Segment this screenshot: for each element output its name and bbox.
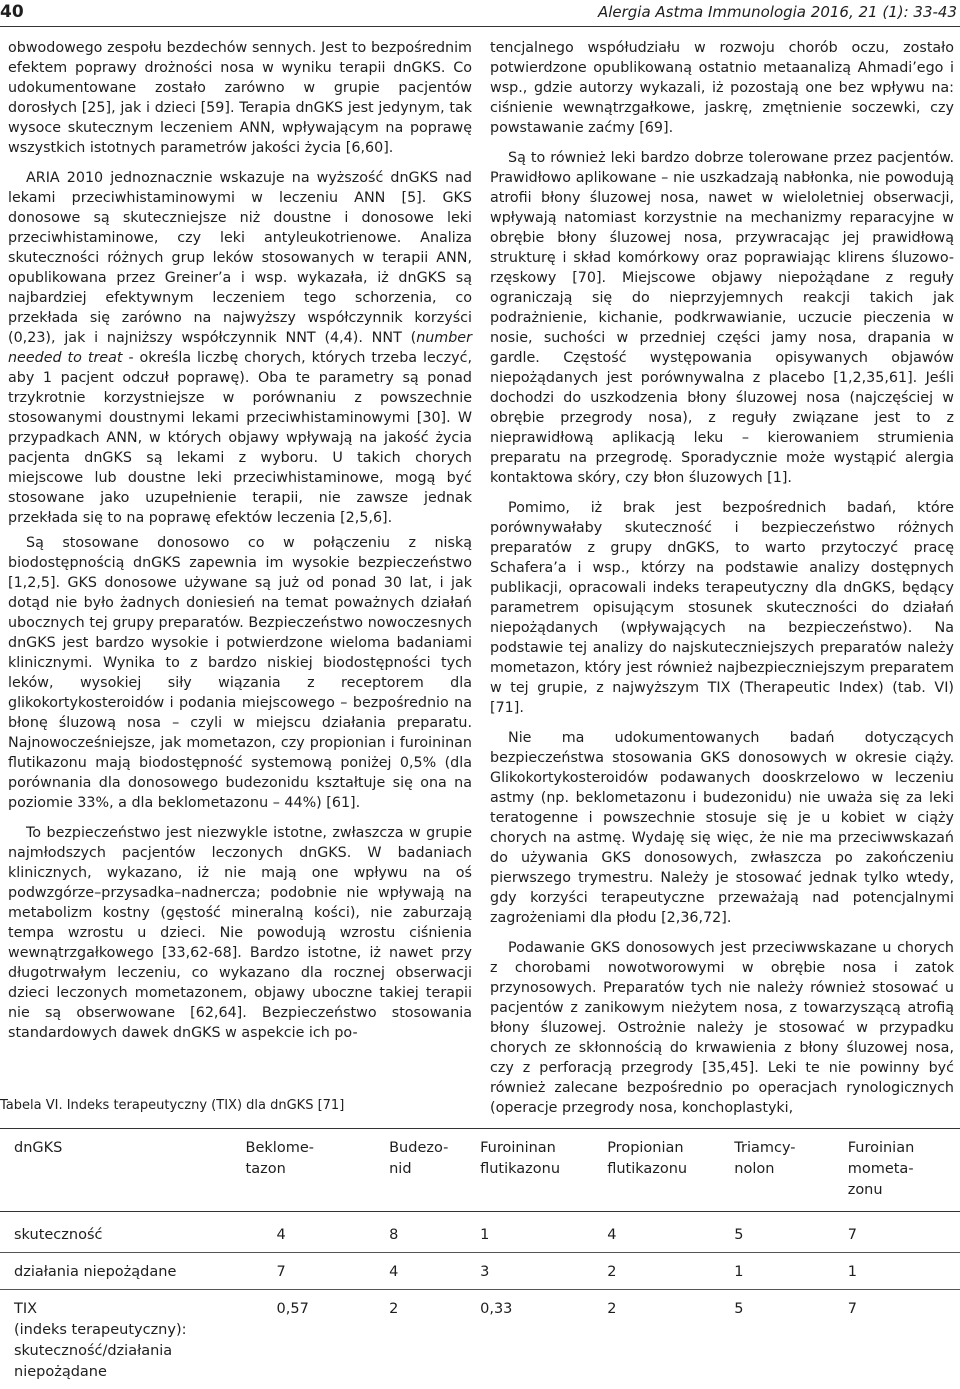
header-text: mometa-: [848, 1161, 914, 1177]
column-header: [734, 1129, 847, 1212]
header-text: flutikazonu: [607, 1161, 687, 1177]
paragraph: Są stosowane donosowo co w połączeniu z niską biodostępnością dnGKS zapewnia im wysokie bezpieczeństwo [1,2,5]. GKS donosowe używane są już od ponad 30 lat, i jak dotąd nie było żadnych doniesień na temat poważnych działań ubocznych tej grupy preparatów. Bezpieczeństwo nowoczesnych dnGKS jest bardzo wysokie i potwierdzone wieloma badaniami klinicznymi. Wynika to z bardzo niskiej biodostępności tych leków, wysokiej siły wiązania z receptorem dla glikokortykosteroidów i podania miejscowego – bezpośrednio na błonę śluzową nosa – czyli w miejscu działania preparatu. Najnowocześniejsze, jak mometazon, czy propionian i furoininan flutikazonu mają biodostępność systemową poniżej 0,5% (dla porównania dla donosowego budezonidu kształtuje się ona na poziomie 33%, a dla beklometazonu – 44%) [61].: [8, 533, 472, 813]
paragraph: ARIA 2010 jednoznacznie wskazuje na wyższość dnGKS nad lekami przeciwhistaminowymi w leczeniu ANN [5]. GKS donosowe są skuteczniejsze niż doustne i donosowe leki przeciwhistaminowe, czy leki antyleukotrienowe. Analiza skuteczności różnych grup leków stosowanych w terapii ANN, opublikowana przez Greiner’a i wsp. wykazała, iż dnGKS są najbardziej efektywnym leczeniem tego schorzenia, co przekłada się zarówno na najwyższy współczynnik korzyści (0,23), jak i najniższy współczynnik NNT (4,4). NNT (number needed to treat - określa liczbę chorych, których trzeba leczyć, aby 1 pacjent odczuł poprawę). Oba te parametry są ponad trzykrotnie korzystniejsze w porównaniu z powszechnie stosowanymi doustnymi lekami przeciwhistaminowymi [30]. W przypadkach ANN, w których objawy wpływają na jakość życia pacjenta dnGKS są lekami z wyboru. U takich chorych miejscowe lub doustne leki przeciwhistaminowe, mogą być stosowane jako uzupełnienie terapii, nie zawsze jednak przekłada się to na poprawę efektów leczenia [2,5,6].: [8, 168, 472, 528]
paragraph: tencjalnego współudziału w rozwoju chorób oczu, zostało potwierdzone opublikowaną ostatnio metaanalizą Ahmadi’ego i wsp., gdzie autorzy wykazali, iż pozostają one bez wpływu na: ciśnienie wewnątrzgałkowe, jaskrę, zmętnienie soczewki, czy powstawanie zaćmy [69].: [490, 38, 954, 138]
row-label: [0, 1212, 232, 1253]
row-label-text: niepożądane: [14, 1364, 107, 1380]
header-text: Furoininan: [480, 1140, 556, 1156]
table-cell: 1: [848, 1253, 960, 1290]
table-cell: 0,33: [480, 1290, 607, 1389]
table-header-row: [0, 1129, 960, 1212]
page-number: 40: [0, 0, 24, 24]
table-cell: 7: [848, 1290, 960, 1389]
paragraph: Nie ma udokumentowanych badań dotyczących bezpieczeństwa stosowania GKS donosowych w okresie ciąży. Glikokortykosteroidów podawanych dooskrzelowo w leczeniu astmy (np. beklometazonu i budezonidu) nie uważa się za leki teratogenne i powszechnie stosuje się je u kobiet w ciąży chorych na astmę. Wydaję się więc, że nie ma przeciwwskazań do używania GKS donosowych, zwłaszcza po zakończeniu pierwszego trymestru. Należy je stosować jednak tylko wtedy, gdy korzyści terapeutyczne przeważają nad potencjalnymi zagrożeniami dla płodu [2,36,72].: [490, 728, 954, 928]
paragraph: To bezpieczeństwo jest niezwykle istotne, zwłaszcza w grupie najmłodszych pacjentów leczonych dnGKS. W badaniach klinicznych, wykazano, iż nie mają one wpływu na oś podwzgórze–przysadka–nadnercza; podobnie nie wpływają na metabolizm kostny (gęstość mineralną kości), nie zaburzają tempa wzrostu u dzieci. Nie powodują wzrostu ciśnienia wewnątrzgałkowego [33,62-68]. Bardzo istotne, iż nawet przy długotrwałym leczeniu, co wykazano dla rocznej obserwacji dzieci leczonych mometazonem, objawy uboczne takiej terapii nie są obserwowane [62,64]. Bezpieczeństwo stosowania standardowych dawek dnGKS w aspekcie ich po-: [8, 823, 472, 1043]
header-text: Triamcy-: [734, 1140, 795, 1156]
table-cell: 2: [607, 1253, 734, 1290]
row-label-text: (indeks terapeutyczny):: [14, 1322, 187, 1338]
table-cell: 4: [232, 1212, 390, 1253]
header-text: dnGKS: [14, 1140, 62, 1156]
header-text: Furoinian: [848, 1140, 915, 1156]
table-row: [0, 1290, 960, 1389]
header-text: zonu: [848, 1182, 883, 1198]
table-cell: 7: [848, 1212, 960, 1253]
page-header: [0, 0, 960, 27]
column-header: [607, 1129, 734, 1212]
left-column: [8, 38, 472, 1053]
row-label-text: skuteczność/działania: [14, 1343, 172, 1359]
journal-running-title: Alergia Astma Immunologia 2016, 21 (1): 33-43: [598, 0, 957, 24]
table-cell: 2: [607, 1290, 734, 1389]
right-column: [490, 38, 954, 1128]
header-text: Beklome-: [246, 1140, 314, 1156]
table-cell: 5: [734, 1212, 847, 1253]
column-header: [848, 1129, 960, 1212]
row-label-text: TIX: [14, 1301, 37, 1317]
table-cell: 3: [480, 1253, 607, 1290]
paragraph: Pomimo, iż brak jest bezpośrednich badań, które porównywałaby skuteczność i bezpieczeństwo różnych preparatów z grupy dnGKS, to warto przytoczyć pracę Schafera’a i wsp., którzy na podstawie analizy dostępnych publikacji, opracowali indeks terapeutyczny dla dnGKS, będący parametrem opisującym stosunek skuteczności do działań niepożądanych (wpływających na bezpieczeństwo). Na podstawie tej analizy do najskuteczniejszych preparatów należy mometazon, który jest również najbezpieczniejszym preparatem w tej grupie, z najwyższym TIX (Therapeutic Index) (tab. VI) [71].: [490, 498, 954, 718]
table-cell: 4: [389, 1253, 480, 1290]
column-header: [0, 1129, 232, 1212]
table-cell: 0,57: [232, 1290, 390, 1389]
table-cell: 7: [232, 1253, 390, 1290]
column-header: [389, 1129, 480, 1212]
header-text: Budezo-: [389, 1140, 448, 1156]
column-header: [480, 1129, 607, 1212]
table-cell: 1: [480, 1212, 607, 1253]
column-header: [232, 1129, 390, 1212]
header-text: Propionian: [607, 1140, 683, 1156]
table-cell: 1: [734, 1253, 847, 1290]
table-caption: Tabela VI. Indeks terapeutyczny (TIX) dla dnGKS [71]: [0, 1097, 344, 1115]
table-cell: 5: [734, 1290, 847, 1389]
paragraph: Podawanie GKS donosowych jest przeciwwskazane u chorych z chorobami nowotworowymi w obrębie nosa i zatok przynosowych. Preparatów tych nie należy również stosować u pacjentów z zanikowym nieżytem nosa, z towarzyszącą atrofią błony śluzowej. Ostrożnie należy je stosować w przypadku chorych ze skłonnością do krwawienia z błony śluzowej nosa, czy z perforacją przegrody [35,45]. Leki te nie powinny być również zalecane bezpośrednio po operacjach rynologicznych (operacje przegrody nosa, konchoplastyki,: [490, 938, 954, 1118]
paragraph: obwodowego zespołu bezdechów sennych. Jest to bezpośrednim efektem poprawy drożności nosa w wyniku terapii dnGKS. Co udokumentowane zostało zarówno w grupie pacjentów dorosłych [25], jak i dzieci [59]. Terapia dnGKS jest jedynym, tak wysoce skutecznym leczeniem ANN, wpływającym na poprawę wszystkich istotnych parametrów jakości życia [6,60].: [8, 38, 472, 158]
italic-term: number needed to treat: [8, 330, 472, 366]
therapeutic-index-table: [0, 1128, 960, 1389]
header-text: nolon: [734, 1161, 774, 1177]
header-text: nid: [389, 1161, 411, 1177]
table-cell: 4: [607, 1212, 734, 1253]
header-text: tazon: [246, 1161, 286, 1177]
row-label: [0, 1253, 232, 1290]
row-label: [0, 1290, 232, 1389]
row-label-text: działania niepożądane: [14, 1264, 176, 1280]
table-cell: 8: [389, 1212, 480, 1253]
row-label-text: skuteczność: [14, 1227, 102, 1243]
table-cell: 2: [389, 1290, 480, 1389]
table-row: [0, 1253, 960, 1290]
paragraph: Są to również leki bardzo dobrze tolerowane przez pacjentów. Prawidłowo aplikowane – nie uszkadzają nabłonka, nie powodują atrofii błony śluzowej nosa, nawet w wieloletniej obserwacji, wpływają natomiast korzystnie na mechanizmy reparacyjne w obrębie błony śluzowej nosa, przywracając jej prawidłową strukturę i skład komórkowy oraz poprawiając klirens śluzowo-rzęskowy [70]. Miejscowe objawy niepożądane z reguły ograniczają się do nieprzyjemnych reakcji takich jak podrażnienie, kichanie, podkrwawianie, uczucie pieczenia w nosie, suchości w przedniej części jamy nosa, drapania w gardle. Częstość występowania opisywanych objawów niepożądanych jest porównywalna z placebo [1,2,35,61]. Jeśli dochodzi do uszkodzenia błony śluzowej nosa (najczęściej w obrębie przegrody nosa), z reguły związane jest to z nieprawidłową aplikacją leku – kierowaniem strumienia preparatu na przegrodę. Sporadycznie może wystąpić alergia kontaktowa skóry, czy błon śluzowych [1].: [490, 148, 954, 488]
header-text: flutikazonu: [480, 1161, 560, 1177]
table-row: [0, 1212, 960, 1253]
